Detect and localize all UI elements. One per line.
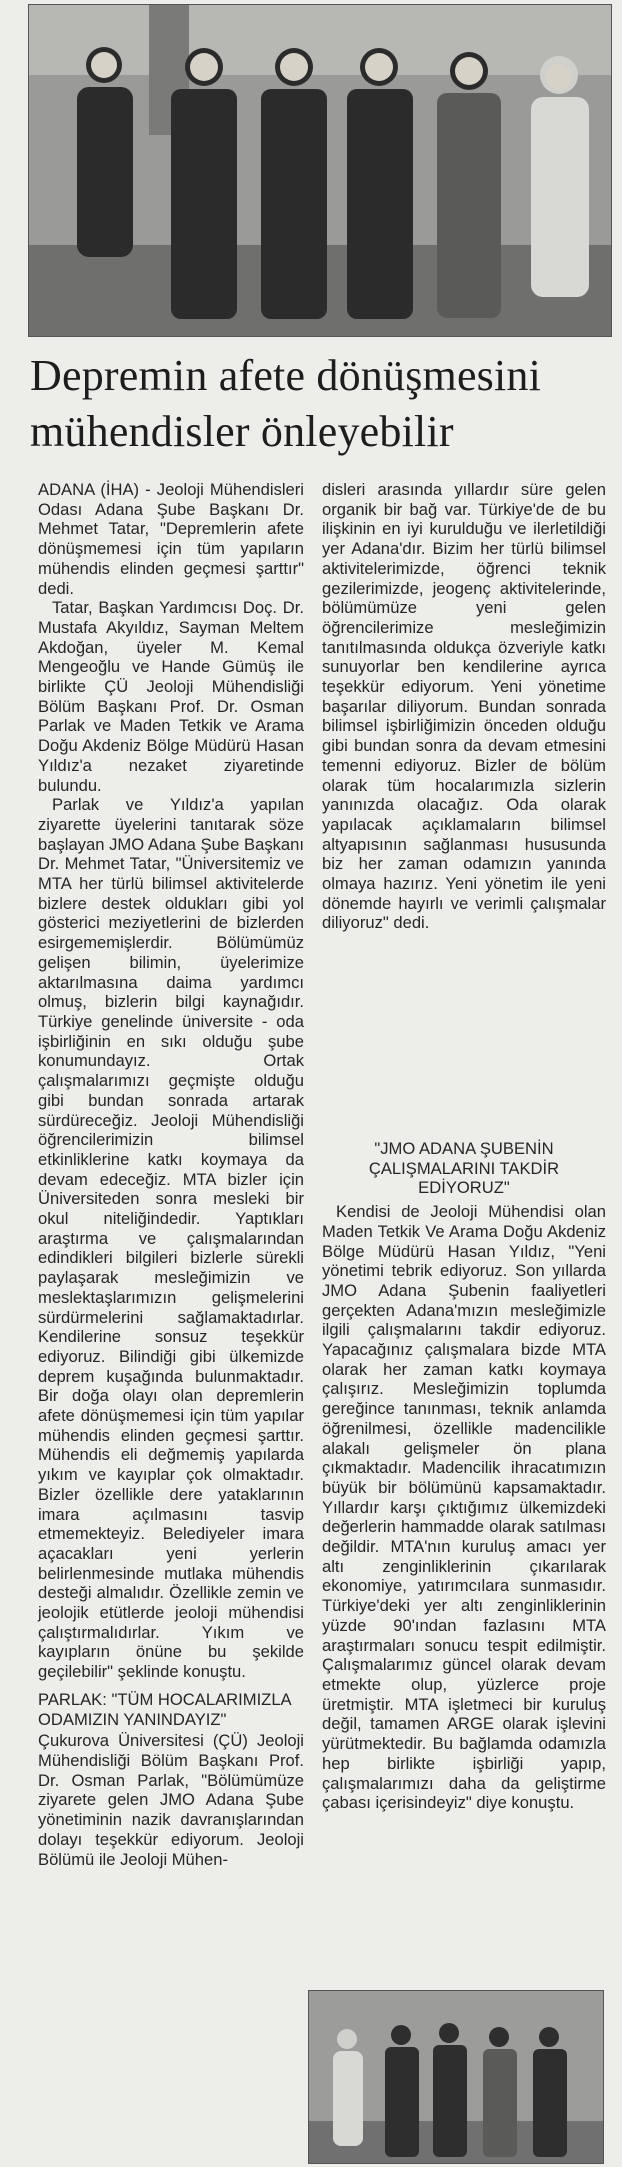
body-paragraph: Tatar, Başkan Yardımcısı Doç. Dr. Mustafa Akyıldız, Sayman Meltem Akdoğan, üyeler M. Kemal Mengeoğlu ve Hande Gümüş ile birlikte ÇÜ Jeoloji Mühendisliği Bölüm Başkanı Prof. Dr. Osman Parlak ve Maden Tetkik ve Arama Doğu Akdeniz Bölge Müdürü Hasan Yıldız'a nezaket ziyaretinde bulundu. — [38, 598, 304, 795]
left-column — [38, 480, 304, 1869]
group-photo-illustration — [29, 5, 611, 336]
body-paragraph: Çukurova Üniversitesi (ÇÜ) Jeoloji Mühendisliği Bölüm Başkanı Prof. Dr. Osman Parlak, "Bölümümüze ziyarete gelen JMO Adana Şube yönetiminin nazik davranışlarından dolayı teşekkür ediyorum. Jeoloji Bölümü ile Jeoloji Mühen- — [38, 1731, 304, 1869]
body-paragraph: disleri arasında yıllardır süre gelen organik bir bağ var. Türkiye'de de bu ilişkinin en iyi kurulduğu ve ilerletildiği yer Adana'dır. Bizim her türlü bilimsel aktivitelerimizde, öğrenci teknik gezilerimizde, jeogenç aktivitelerinde, bölümümüze yeni gelen öğrencilerimize mesleğimizin tanıtılmasında oldukça özveriyle katkı sunuyorlar ben kendilerine ayrıca teşekkür ediyorum. Yeni yönetime başarılar diliyorum. Bundan sonrada bilimsel işbirliğimizin önceden olduğu gibi bundan sonra da devam etmesini temenni ediyoruz. Bizler de bölüm olarak tüm hocalarımızla sizlerin yanınızda olacağız. Oda olarak yapılacak açıklamaların bilimsel altyapısının sağlanması hususunda biz her zaman odamızın yanında olmaya hazırız. Yeni yönetim ile yeni dönemde hayırlı ve verimli çalışmalar diliyoruz" dedi. — [322, 480, 606, 933]
visit-photo — [308, 1990, 604, 2164]
group-photo — [28, 4, 612, 337]
visit-photo-illustration — [309, 1991, 603, 2163]
lead-paragraph: ADANA (İHA) - Jeoloji Mühendisleri Odası Adana Şube Başkanı Dr. Mehmet Tatar, "Depremlerin afete dönüşmemesi için tüm yapıların mühendis elinden geçmesi şarttır" dedi. — [38, 480, 304, 598]
article-headline: Depremin afete dönüşmesini mühendisler önleyebilir — [30, 351, 542, 456]
subheading: "JMO ADANA ŞUBENİN ÇALIŞMALARINI TAKDİR EDİYORUZ" — [368, 1139, 560, 1198]
subheading: PARLAK: "TÜM HOCALARIMIZLA ODAMIZIN YANINDAYIZ" — [38, 1689, 291, 1729]
body-paragraph: Kendisi de Jeoloji Mühendisi olan Maden Tetkik Ve Arama Doğu Akdeniz Bölge Müdürü Hasan Yıldız, "Yeni yönetimi tebrik ediyoruz. Son yıllarda JMO Adana Şubenin faaliyetleri gerçekten Adana'mızın mesleğimizle ilgili çalışmalarını takdir ediyoruz. Yapacağınız çalışmalara bizde MTA olarak her zaman katkı koymaya çalışırız. Mesleğimizin toplumda gereğince tanınması, teknik anlamda öğrenilmesi, özellikle madencilikle alakalı gelişmeler ön plana çıkmaktadır. Madencilik ihracatımızın büyük bir bölümünü kapsamaktadır. Yıllardır karşı çıktığımız ülkemizdeki değerlerin hammadde olarak satılması değildir. MTA'nın kuruluş amacı yer altı zenginliklerinin çıkarılarak ekonomiye, yatırımcılara sunmasıdır. Türkiye'deki yer altı zenginliklerinin yüzde 90'ından fazlasını MTA araştırmaları sonucu tespit edilmiştir. Çalışmalarımız güncel olarak devam etmekte olup, yüzlerce proje üretmiştir. MTA işletmeci bir kuruluş değil, tamamen ARGE olarak işlevini yürütmektedir. Bu bağlamda odamızla hep birlikte işbirliği yapıp, çalışmalarımızı daha da geliştirme çabası içerisindeyiz" diye konuştu. — [322, 1202, 606, 1813]
right-column-lower — [322, 1139, 606, 1813]
right-column — [322, 480, 606, 933]
body-paragraph: Parlak ve Yıldız'a yapılan ziyarette üyelerini tanıtarak söze başlayan JMO Adana Şube Başkanı Dr. Mehmet Tatar, "Üniversitemiz ve MTA her türlü bilimsel aktivitelerde bizlere destek oldukları gibi yol gösterici meziyetlerini de bizlerden esirgememişlerdir. Bölümümüz gelişen bilimin, üyelerimize aktarılmasına daima yardımcı olmuş, bizlerin bilgi kaynağıdır. Türkiye genelinde üniversite - oda işbirliğinin en sıkı olduğu şube konumundayız. Ortak çalışmalarımızı geçmişte olduğu gibi bundan sonrada artarak sürdüreceğiz. Jeoloji Mühendisliği öğrencilerimizin bilimsel etkinliklerine katkı koymaya da devam edeceğiz. MTA bizler için Üniversiteden sonra mesleki bir okul niteliğindedir. Yaptıkları araştırma ve çalışmalarından edindikleri bilgileri bizlerle sürekli paylaşarak mesleğimizin ve meslektaşlarımızın gelişmelerini sürdürmelerini sağlamaktadırlar. Kendilerine sonsuz teşekkür ediyoruz. Bilindiği gibi ülkemizde deprem kuşağında bulunmaktadır. Bir doğa olayı olan depremlerin afete dönüşmemesi için tüm yapılar mühendis elinden geçmesi şarttır. Mühendis eli değmemiş yapılarda yıkım ve kayıplar çok olmaktadır. Bizler özellikle dere yataklarının imara açılmasını tasvip etmemekteyiz. Belediyeler imara açacakları yeni yerlerin belirlenmesinde mutlaka mühendis desteği almalıdır. Özellikle zemin ve jeolojik etütlerde jeoloji mühendisi çalıştırmalıdırlar. Yıkım ve kayıpların önüne bu şekilde geçilebilir" şeklinde konuştu. — [38, 795, 304, 1682]
